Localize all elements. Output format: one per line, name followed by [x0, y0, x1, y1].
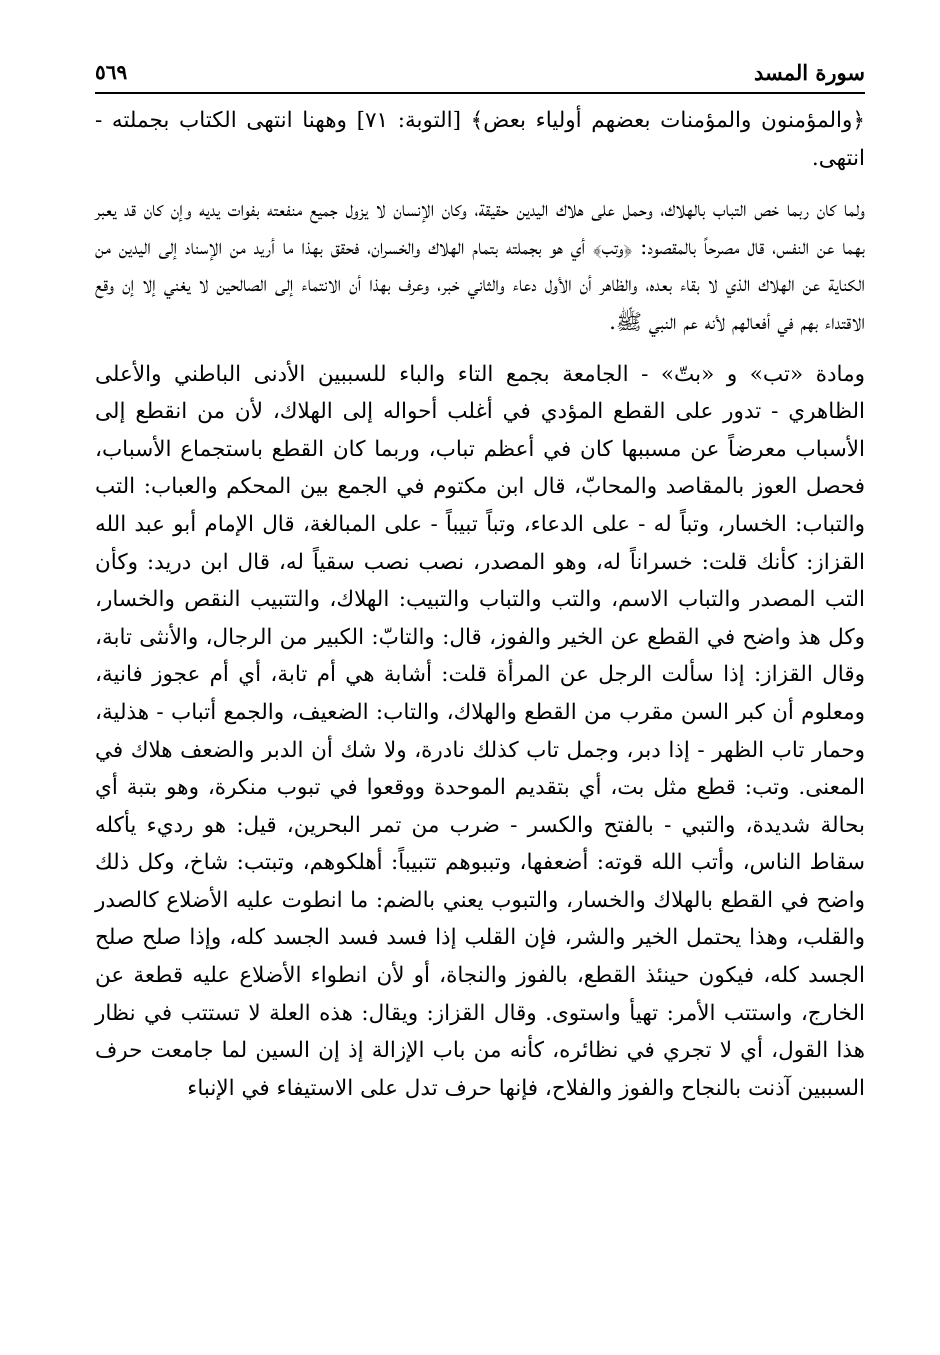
page	[95, 52, 865, 1107]
paragraph: ولما كان ربما خص التباب بالهلاك، وحمل على هلاك اليدين حقيقة، وكان الإنسان لا يزول جميع منفعته بفوات يديه وإن كان قد يعبر بهما عن النفس، قال مصرحاً بالمقصود: ﴿وتب﴾ أي هو بجملته بتمام الهلاك والخسران، فحقق بهذا ما أريد من الإسناد إلى اليدين من الكناية عن الهلاك الذي لا بقاء بعده، والظاهر أن الأول دعاء والثاني خبر، وعرف بهذا أن الانتماء إلى الصالحين لا يغني إلا إن وقع الاقتداء بهم في أفعالهم لأنه عم النبي ﷺ.	[95, 197, 865, 335]
paragraph: ﴿والمؤمنون والمؤمنات بعضهم أولياء بعض﴾ [التوبة: ٧١] وههنا انتهى الكتاب بجملته - انتهى.	[95, 108, 866, 171]
page-header	[95, 52, 865, 94]
body-text	[95, 102, 865, 1107]
page-number: ٥٦٩	[95, 60, 128, 84]
surah-title: سورة المسد	[753, 60, 865, 85]
paragraph: ومادة «تب» و «بتّ» - الجامعة بجمع التاء والباء للسببين الأدنى الباطني والأعلى الظاهري - تدور على القطع المؤدي في أغلب أحواله إلى الهلاك، لأن من انقطع إلى الأسباب معرضاً عن مسببها كان في أعظم تباب، وربما كان القطع باستجماع الأسباب، فحصل العوز بالمقاصد والمحابّ، قال ابن مكتوم في الجمع بين المحكم والعباب: التب والتباب: الخسار، وتباً له - على الدعاء، وتباً تبيباً - على المبالغة، قال الإمام أبو عبد الله القزاز: كأنك قلت: خسراناً له، وهو المصدر، نصب نصب سقياً له، قال ابن دريد: وكأن التب المصدر والتباب الاسم، والتب والتباب والتبيب: الهلاك، والتتبيب النقص والخسار، وكل هذ واضح في القطع عن الخير والفوز، قال: والتابّ: الكبير من الرجال، والأنثى تابة، وقال القزاز: إذا سألت الرجل عن المرأة قلت: أشابة هي أم تابة، أي أم عجوز فانية، ومعلوم أن كبر السن مقرب من القطع والهلاك، والتاب: الضعيف، والجمع أتباب - هذلية، وحمار تاب الظهر - إذا دبر، وجمل تاب كذلك نادرة، ولا شك أن الدبر والضعف هلاك في المعنى. وتب: قطع مثل بت، أي بتقديم الموحدة ووقعوا في تبوب منكرة، وهو بتبة أي بحالة شديدة، والتبي - بالفتح والكسر - ضرب من تمر البحرين، قيل: هو رديء يأكله سقاط الناس، وأتب الله قوته: أضعفها، وتببوهم تتبيباً: أهلكوهم، وتبتب: شاخ، وكل ذلك واضح في القطع بالهلاك والخسار، والتبوب يعني بالضم: ما انطوت عليه الأضلاع كالصدر والقلب، وهذا يحتمل الخير والشر، فإن القلب إذا فسد فسد الجسد كله، وإذا صلح صلح الجسد كله، فيكون حينئذ القطع، بالفوز والنجاة، أو لأن انطواء الأضلاع عليه قطعة عن الخارج، واستتب الأمر: تهيأ واستوى. وقال القزاز: ويقال: هذه العلة لا تستتب في نظار هذا القول، أي لا تجري في نظائره، كأنه من باب الإزالة إذ إن السين لما جامعت حرف السببين آذنت بالنجاح والفوز والفلاح، فإنها حرف تدل على الاستيفاء في الإنباء	[95, 361, 865, 1101]
